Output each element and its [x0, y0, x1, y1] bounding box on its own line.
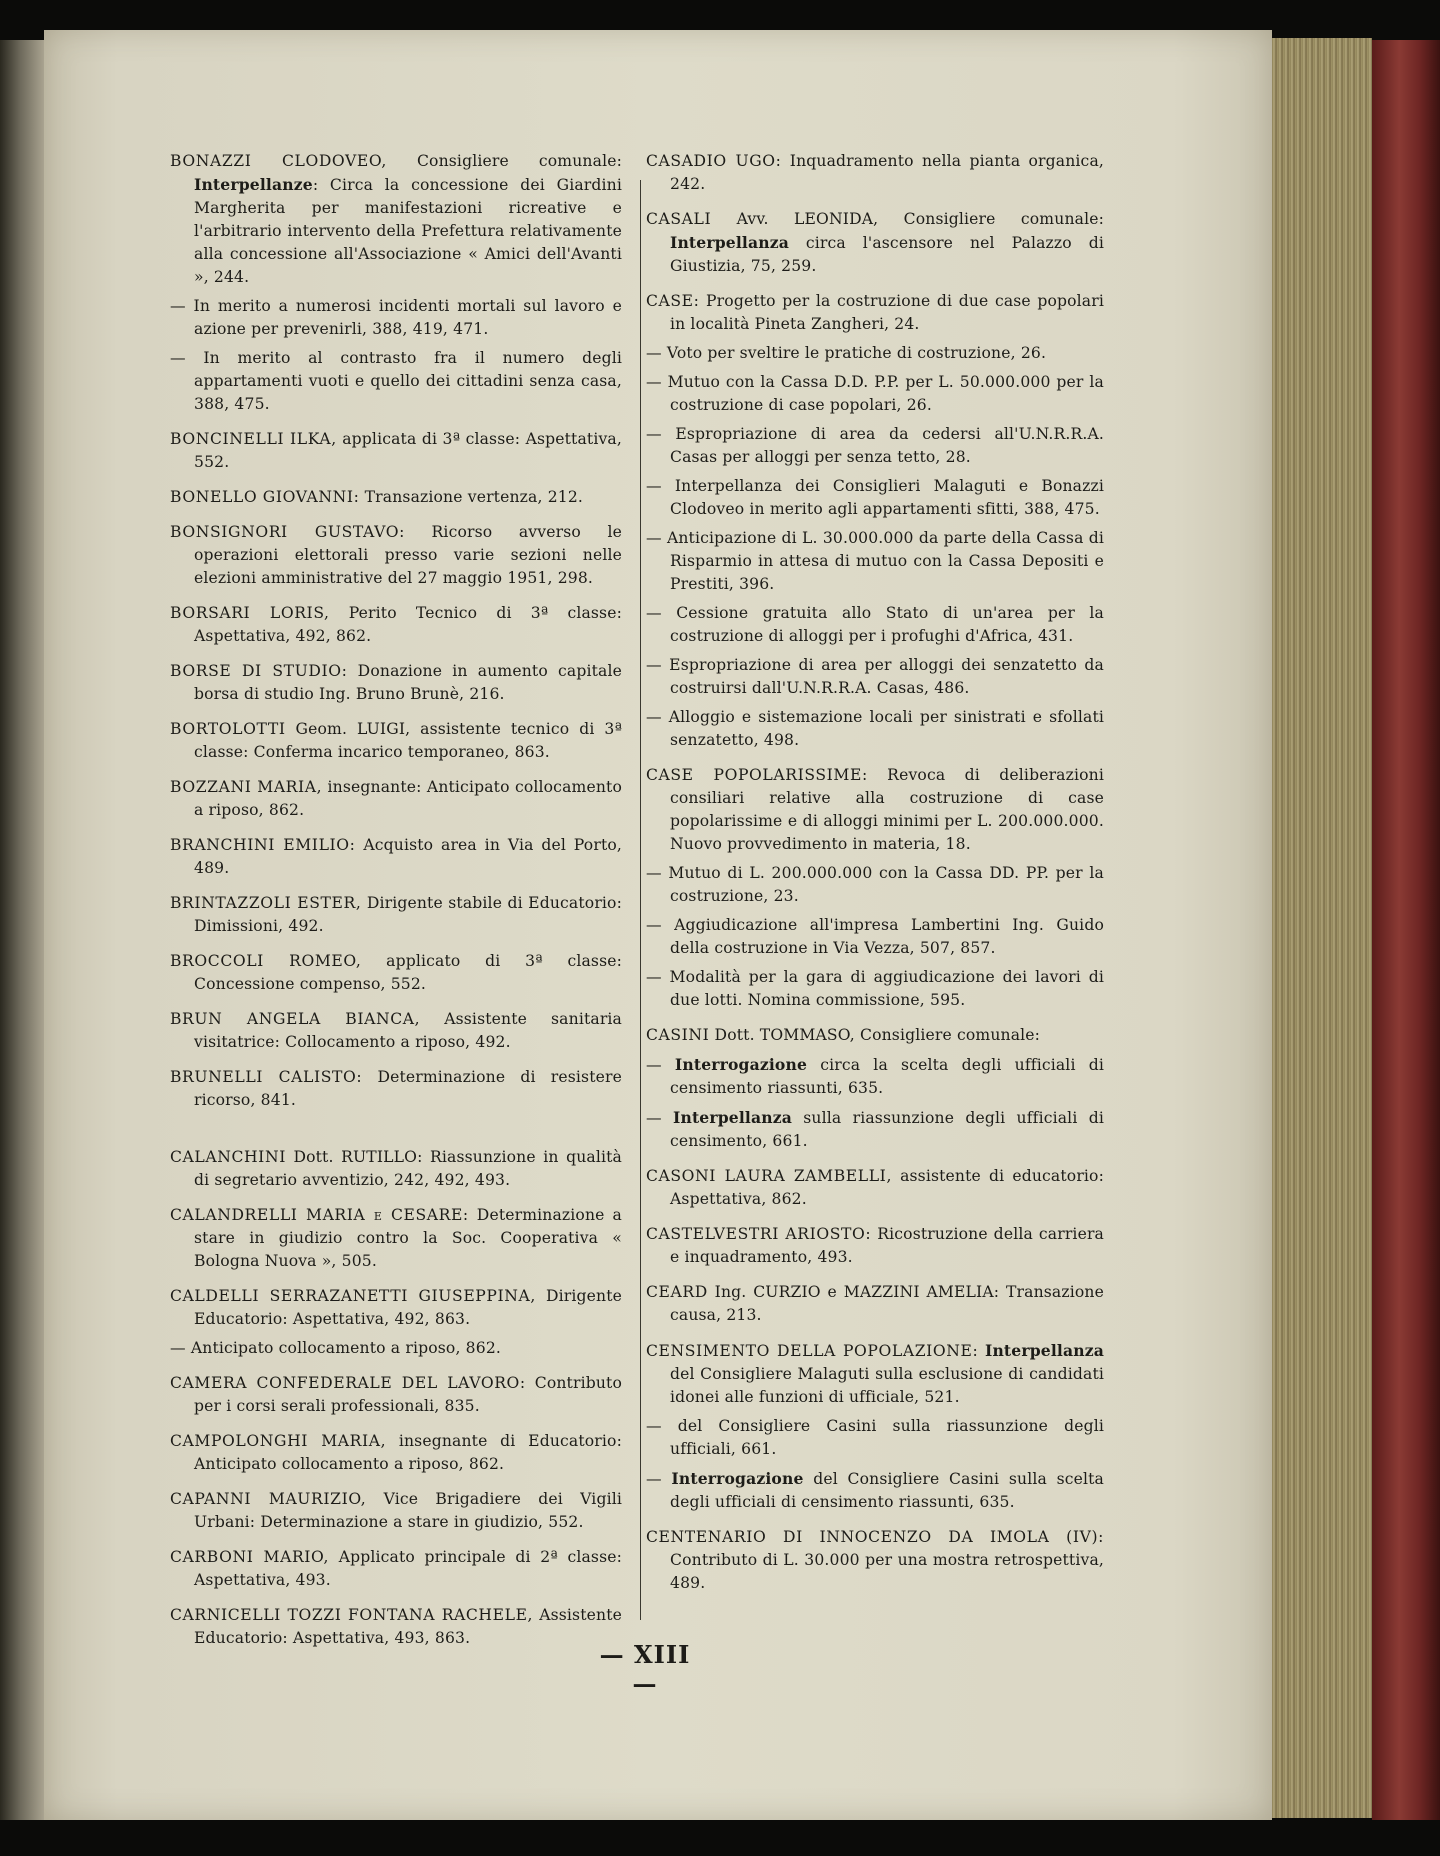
entry-text: Determinazione di resistere ricorso, 841. [194, 1068, 622, 1109]
entry-gap [170, 1124, 622, 1146]
index-subentry [170, 347, 622, 416]
entry-prefix: Avv. LEONIDA, Consigliere comunale: [711, 210, 1104, 228]
entry-heading: CALANDRELLI MARIA e CESARE: [170, 1206, 469, 1224]
index-subentry [646, 527, 1104, 596]
entry-bold-term: Interpellanza [985, 1341, 1104, 1360]
entry-heading: CASE: [646, 292, 700, 310]
entry-text: — Modalità per la gara di aggiudicazione dei lavori di due lotti. Nomina commissione, 595. [646, 968, 1104, 1009]
index-subentry [646, 1053, 1104, 1100]
page-stack-edges [1272, 38, 1372, 1818]
entry-text: Determinazione a stare in giudizio contro la Soc. Cooperativa « Bologna Nuova », 505. [194, 1206, 622, 1270]
entry-text: Perito Tecnico di 3ª classe: Aspettativa, 492, 862. [194, 604, 622, 645]
entry-heading: BROCCOLI ROMEO, [170, 952, 362, 970]
index-entry [646, 290, 1104, 336]
entry-bold-term: Interrogazione [674, 1055, 808, 1074]
index-entry [646, 1165, 1104, 1211]
index-subentry [646, 1106, 1104, 1153]
book-left-edge [0, 40, 44, 1820]
index-entry [170, 1430, 622, 1476]
entry-heading: BRUN ANGELA BIANCA, [170, 1010, 421, 1028]
entry-heading: CASALI [646, 210, 712, 228]
index-subentry [646, 654, 1104, 700]
entry-prefix [978, 1342, 985, 1360]
index-entry [170, 521, 622, 590]
index-column-right [646, 150, 1104, 1607]
index-entry [170, 892, 622, 938]
entry-text: applicata di 3ª classe: Aspettativa, 552. [194, 430, 622, 471]
entry-text: — Espropriazione di area per alloggi dei senzatetto da costruirsi dall'U.N.R.R.A. Casas, 486. [646, 656, 1104, 697]
entry-text: Transazione vertenza, 212. [359, 488, 584, 506]
entry-text: — Interpellanza dei Consiglieri Malaguti e Bonazzi Clodoveo in merito agli appartamenti sfitti, 388, 475. [646, 477, 1104, 518]
index-entry [170, 1204, 622, 1273]
entry-prefix: — [646, 1109, 674, 1127]
index-entry [170, 1008, 622, 1054]
entry-text: — Mutuo con la Cassa D.D. P.P. per L. 50.000.000 per la costruzione di case popolari, 26. [646, 373, 1104, 414]
entry-heading: CASTELVESTRI ARIOSTO: [646, 1225, 872, 1243]
index-entry [170, 1372, 622, 1418]
index-entry [170, 150, 622, 289]
entry-heading: BORSE DI STUDIO: [170, 662, 348, 680]
entry-text: Progetto per la costruzione di due case popolari in località Pineta Zangheri, 24. [670, 292, 1104, 333]
index-entry [170, 660, 622, 706]
index-subentry [170, 295, 622, 341]
entry-text: circa la scelta degli ufficiali di censimento riassunti, 635. [670, 1056, 1104, 1097]
entry-text: sulla riassunzione degli ufficiali di censimento, 661. [670, 1109, 1104, 1150]
entry-prefix: — [646, 1056, 675, 1074]
entry-bold-term: Interpellanza [673, 1108, 793, 1127]
entry-text: Geom. LUIGI, assistente tecnico di 3ª classe: Conferma incarico temporaneo, 863. [194, 720, 622, 761]
index-entry [170, 1285, 622, 1331]
entry-text: Assistente sanitaria visitatrice: Collocamento a riposo, 492. [194, 1010, 623, 1051]
entry-text: — Alloggio e sistemazione locali per sinistrati e sfollati senzatetto, 498. [646, 708, 1104, 749]
entry-text: Donazione in aumento capitale borsa di studio Ing. Bruno Brunè, 216. [194, 662, 622, 703]
entry-text: Ricostruzione della carriera e inquadramento, 493. [670, 1225, 1104, 1266]
index-subentry [170, 1337, 622, 1360]
entry-text: : Circa la concessione dei Giardini Margherita per manifestazioni ricreative e l'arbitrario intervento della Prefettura relativamente alla concessione all'Associazione « Amici dell'Avanti », 244. [194, 176, 622, 286]
index-entry [646, 1339, 1104, 1409]
entry-heading: CENTENARIO DI INNOCENZO DA IMOLA (IV): [646, 1528, 1104, 1546]
index-entry [646, 1024, 1104, 1047]
entry-heading: BORTOLOTTI [170, 720, 286, 738]
index-subentry [646, 342, 1104, 365]
entry-text: del Consigliere Malaguti sulla esclusione di candidati idonei alle funzioni di ufficiale, 521. [670, 1365, 1104, 1406]
index-entry [646, 1526, 1104, 1595]
index-entry [170, 1066, 622, 1112]
index-subentry [646, 862, 1104, 908]
entry-heading: CARBONI MARIO, [170, 1548, 330, 1566]
entry-text: — Anticipato collocamento a riposo, 862. [170, 1339, 501, 1357]
entry-text: Assistente Educatorio: Aspettativa, 493, 863. [194, 1606, 622, 1647]
index-column-left [170, 150, 622, 1662]
index-subentry [646, 1415, 1104, 1461]
index-subentry [646, 423, 1104, 469]
entry-text: Acquisto area in Via del Porto, 489. [194, 836, 623, 877]
book-binding [1372, 40, 1440, 1820]
entry-heading: CASADIO UGO: [646, 152, 782, 170]
entry-heading: BOZZANI MARIA, [170, 778, 323, 796]
entry-heading: BRUNELLI CALISTO: [170, 1068, 363, 1086]
entry-text: Dirigente Educatorio: Aspettativa, 492, 863. [194, 1287, 622, 1328]
index-subentry [646, 914, 1104, 960]
entry-heading: BRINTAZZOLI ESTER, [170, 894, 362, 912]
index-entry [646, 764, 1104, 856]
entry-bold-term: Interrogazione [671, 1469, 804, 1488]
entry-text: — Espropriazione di area da cedersi all'U.N.R.R.A. Casas per alloggi per senza tetto, 28. [646, 425, 1104, 466]
entry-heading: BONAZZI CLODOVEO, [170, 152, 387, 170]
entry-bold-term: Interpellanze [194, 175, 313, 194]
entry-prefix: Consigliere comunale: [386, 152, 622, 170]
entry-text: — del Consigliere Casini sulla riassunzione degli ufficiali, 661. [646, 1417, 1104, 1458]
entry-heading: CEARD [646, 1283, 708, 1301]
entry-text: del Consigliere Casini sulla scelta degli ufficiali di censimento riassunti, 635. [670, 1470, 1104, 1511]
index-subentry [646, 602, 1104, 648]
entry-text: — Voto per sveltire le pratiche di costruzione, 26. [646, 344, 1047, 362]
entry-heading: CALDELLI SERRAZANETTI GIUSEPPINA, [170, 1287, 536, 1305]
entry-text: Dott. RUTILLO: Riassunzione in qualità di segretario avventizio, 242, 492, 493. [194, 1148, 622, 1189]
entry-text: — Mutuo di L. 200.000.000 con la Cassa DD. PP. per la costruzione, 23. [646, 864, 1104, 905]
entry-text: Ing. CURZIO e MAZZINI AMELIA: Transazione causa, 213. [670, 1283, 1104, 1324]
index-entry [170, 718, 622, 764]
entry-text: Inquadramento nella pianta organica, 242. [670, 152, 1104, 193]
index-entry [646, 208, 1104, 278]
entry-text: Vice Brigadiere dei Vigili Urbani: Determinazione a stare in giudizio, 552. [194, 1490, 622, 1531]
entry-text: insegnante di Educatorio: Anticipato collocamento a riposo, 862. [194, 1432, 622, 1473]
entry-heading: BRANCHINI EMILIO: [170, 836, 356, 854]
index-entry [646, 1281, 1104, 1327]
entry-text: Dirigente stabile di Educatorio: Dimissioni, 492. [194, 894, 622, 935]
entry-heading: CASE POPOLARISSIME: [646, 766, 868, 784]
column-divider [640, 180, 641, 1620]
entry-heading: BONELLO GIOVANNI: [170, 488, 360, 506]
index-subentry [646, 966, 1104, 1012]
entry-heading: CASINI [646, 1026, 710, 1044]
entry-text: — Aggiudicazione all'impresa Lambertini Ing. Guido della costruzione in Via Vezza, 507, 857. [646, 916, 1104, 957]
entry-text: applicato di 3ª classe: Concessione compenso, 552. [194, 952, 622, 993]
entry-prefix: — [646, 1470, 672, 1488]
index-entry [170, 602, 622, 648]
entry-heading: CALANCHINI [170, 1148, 286, 1166]
entry-text: Dott. TOMMASO, Consigliere comunale: [709, 1026, 1041, 1044]
entry-text: circa l'ascensore nel Palazzo di Giustizia, 75, 259. [670, 234, 1104, 275]
index-entry [170, 950, 622, 996]
entry-heading: CAMPOLONGHI MARIA, [170, 1432, 387, 1450]
index-entry [170, 428, 622, 474]
entry-text: Contributo per i corsi serali professionali, 835. [194, 1374, 622, 1415]
entry-heading: CARNICELLI TOZZI FONTANA RACHELE, [170, 1606, 534, 1624]
entry-heading: CAMERA CONFEDERALE DEL LAVORO: [170, 1374, 526, 1392]
entry-text: insegnante: Anticipato collocamento a riposo, 862. [194, 778, 622, 819]
index-subentry [646, 475, 1104, 521]
entry-heading: CENSIMENTO DELLA POPOLAZIONE: [646, 1342, 979, 1360]
index-entry [646, 1223, 1104, 1269]
index-subentry [646, 371, 1104, 417]
page-number: — XIII — [599, 1640, 691, 1698]
entry-text: Applicato principale di 2ª classe: Aspettativa, 493. [194, 1548, 622, 1589]
index-entry [170, 486, 622, 509]
index-entry [170, 1488, 622, 1534]
index-entry [170, 1546, 622, 1592]
index-entry [170, 1146, 622, 1192]
entry-heading: BONSIGNORI GUSTAVO: [170, 523, 405, 541]
entry-text: Revoca di deliberazioni consiliari relative alla costruzione di case popolarissime e di alloggi minimi per L. 200.000.000. Nuovo provvedimento in materia, 18. [670, 766, 1105, 853]
entry-heading: BORSARI LORIS, [170, 604, 330, 622]
entry-heading: CASONI LAURA ZAMBELLI, [646, 1167, 893, 1185]
entry-bold-term: Interpellanza [670, 233, 789, 252]
entry-text: assistente di educatorio: Aspettativa, 862. [670, 1167, 1104, 1208]
entry-text: Ricorso avverso le operazioni elettorali presso varie sezioni nelle elezioni amministrative del 27 maggio 1951, 298. [194, 523, 622, 587]
index-entry [170, 776, 622, 822]
index-entry [646, 150, 1104, 196]
index-subentry [646, 1467, 1104, 1514]
index-entry [170, 834, 622, 880]
entry-text: — Anticipazione di L. 30.000.000 da parte della Cassa di Risparmio in attesa di mutuo con la Cassa Depositi e Prestiti, 396. [646, 529, 1104, 593]
entry-text: Contributo di L. 30.000 per una mostra retrospettiva, 489. [670, 1551, 1104, 1592]
index-entry [170, 1604, 622, 1650]
entry-text: — Cessione gratuita allo Stato di un'area per la costruzione di alloggi per i profughi d'Africa, 431. [646, 604, 1104, 645]
entry-text: — In merito a numerosi incidenti mortali sul lavoro e azione per prevenirli, 388, 419, 471. [170, 297, 622, 338]
index-subentry [646, 706, 1104, 752]
entry-heading: BONCINELLI ILKA, [170, 430, 337, 448]
entry-heading: CAPANNI MAURIZIO, [170, 1490, 367, 1508]
entry-text: — In merito al contrasto fra il numero degli appartamenti vuoti e quello dei cittadini senza casa, 388, 475. [170, 349, 622, 413]
